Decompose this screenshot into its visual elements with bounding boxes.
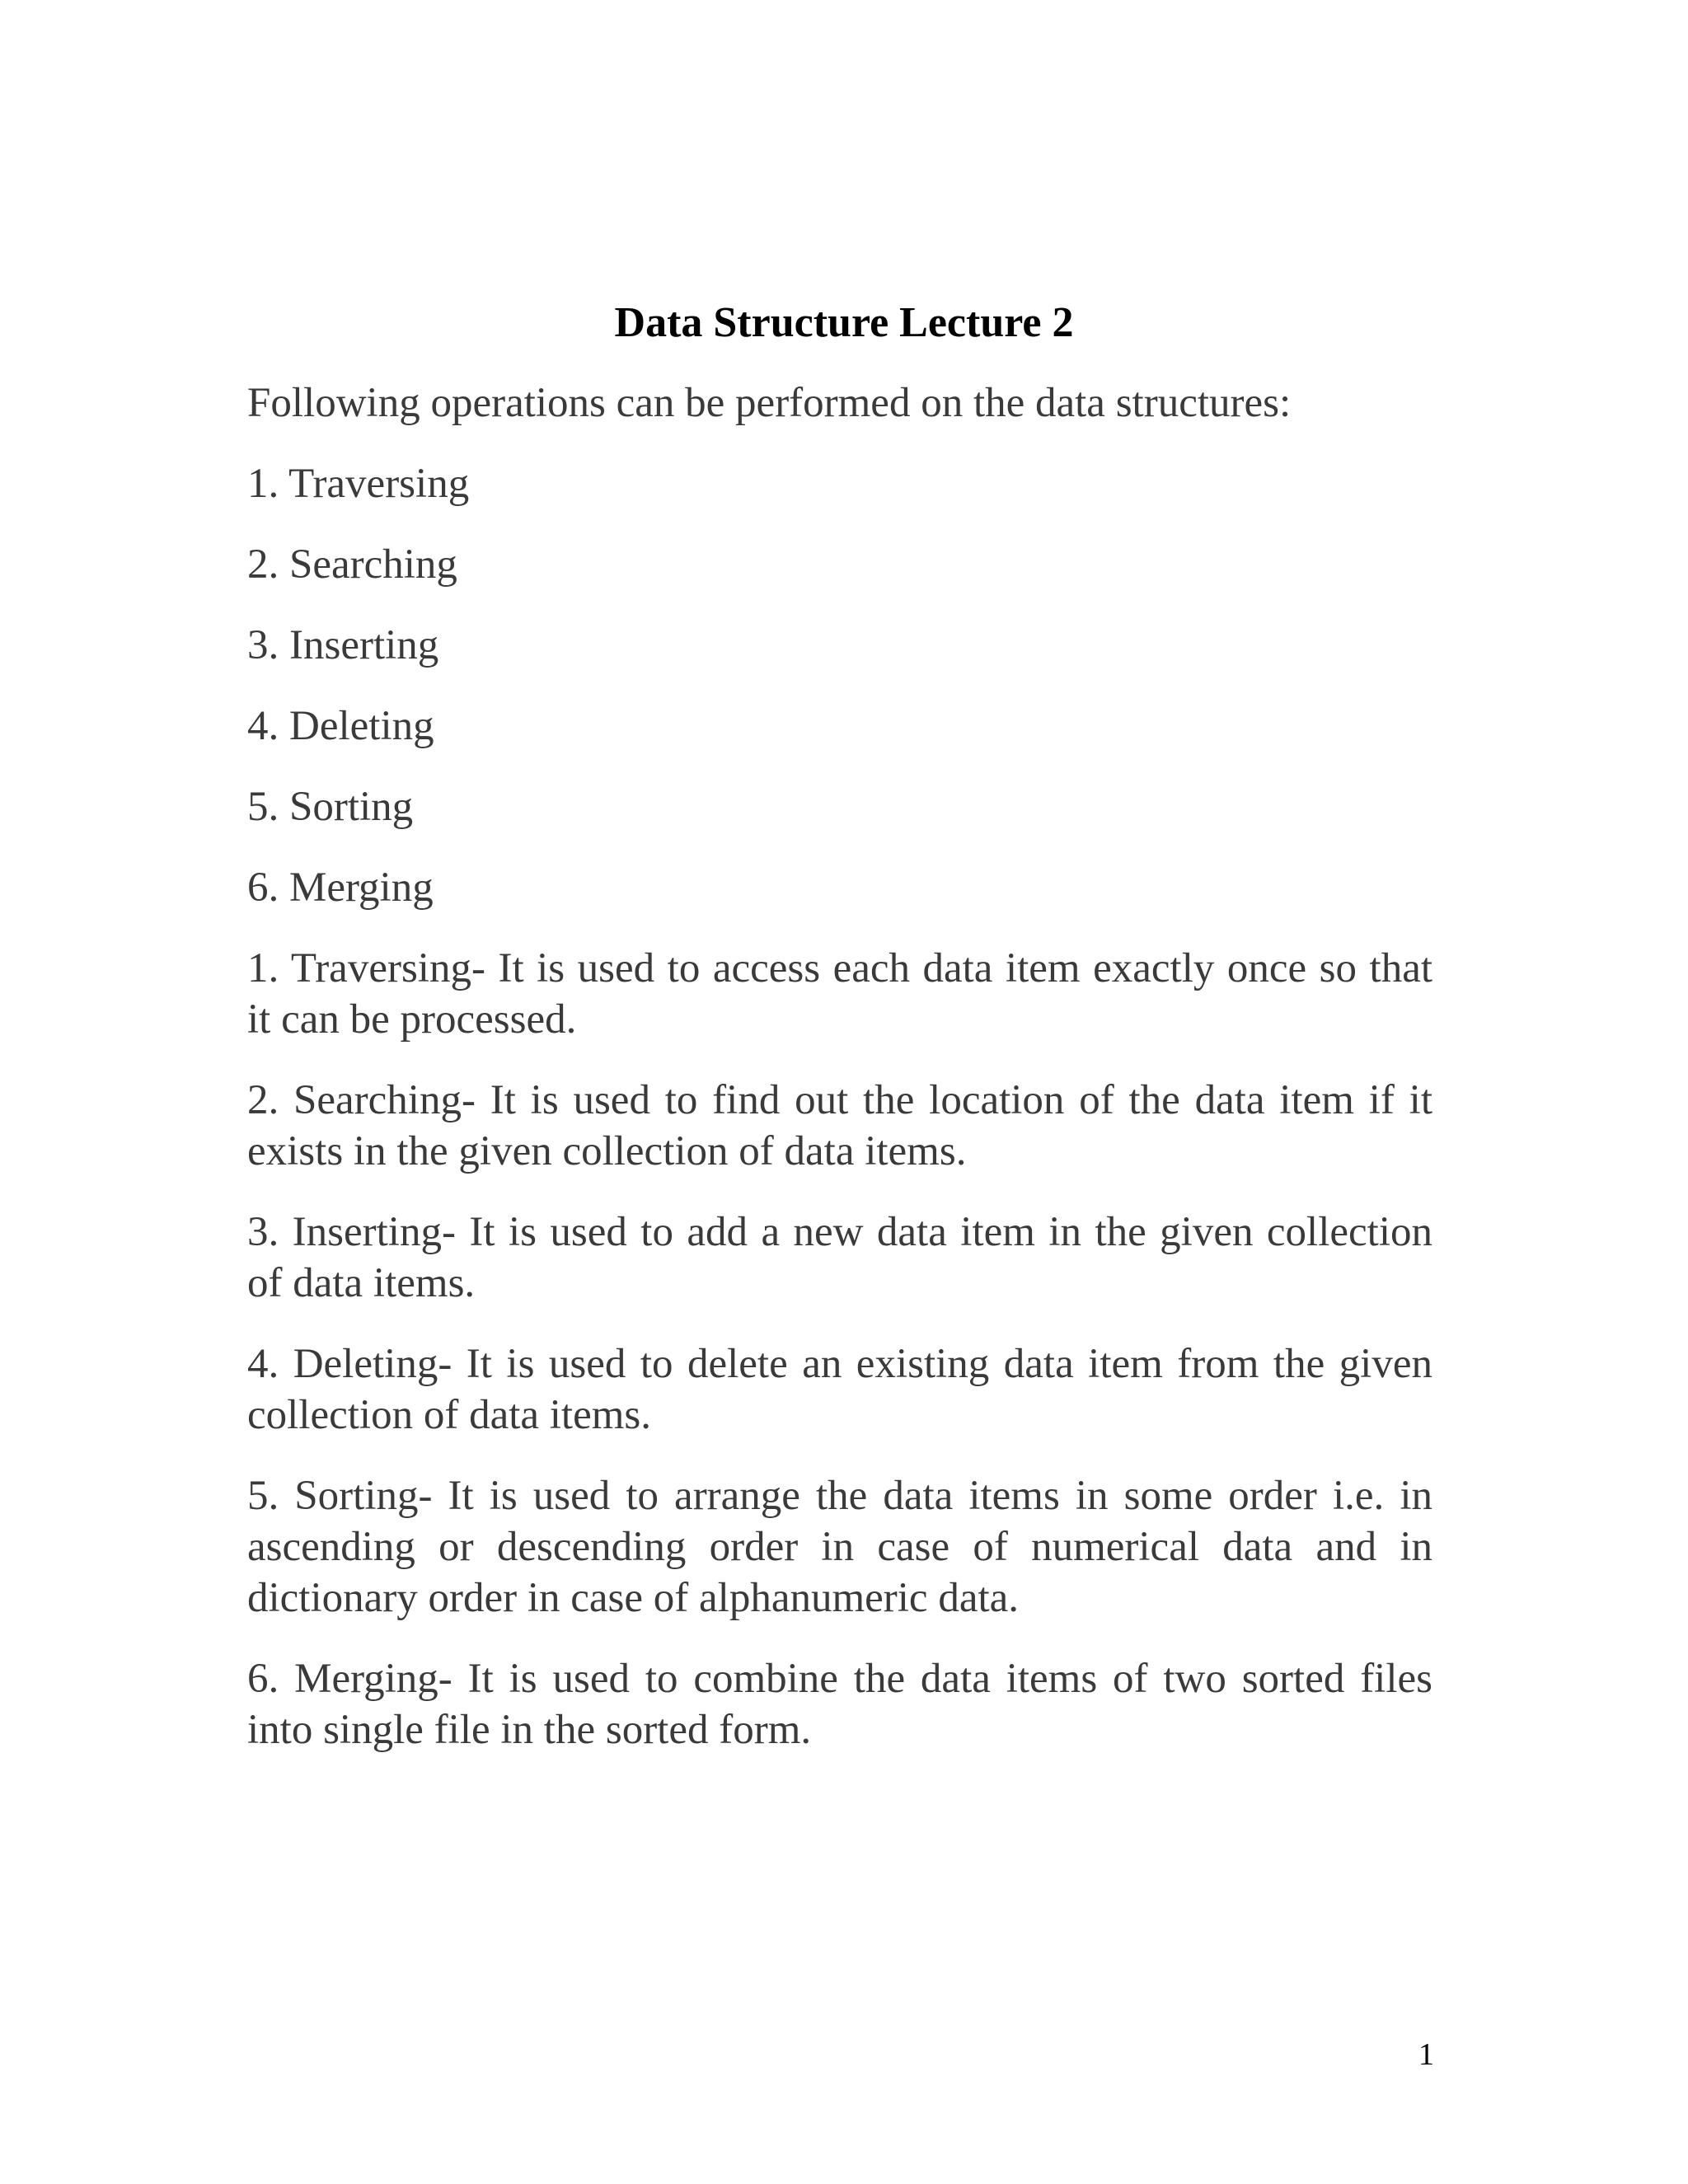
list-item: 4. Deleting xyxy=(247,703,434,749)
definition-paragraph: 6. Merging- It is used to combine the data items of two sorted files into single file in the sorted form. xyxy=(247,1656,1432,1753)
list-item: 5. Sorting xyxy=(247,784,414,830)
list-item: 2. Searching xyxy=(247,541,457,588)
operations-list xyxy=(247,458,1432,913)
list-item: 1. Traversing xyxy=(247,461,470,507)
document-body xyxy=(247,377,1432,1785)
list-item: 3. Inserting xyxy=(247,622,439,668)
definition-paragraph: 3. Inserting- It is used to add a new data item in the given collection of data items. xyxy=(247,1209,1432,1306)
definition-paragraph: 1. Traversing- It is used to access each data item exactly once so that it can be processed. xyxy=(247,945,1432,1043)
intro-paragraph: Following operations can be performed on the data structures: xyxy=(247,380,1292,426)
definition-paragraph: 2. Searching- It is used to find out the location of the data item if it exists in the given collection of data items. xyxy=(247,1077,1432,1174)
list-item: 6. Merging xyxy=(247,865,434,911)
page-title: Data Structure Lecture 2 xyxy=(614,299,1074,346)
definition-paragraph: 5. Sorting- It is used to arrange the data items in some order i.e. in ascending or descending order in case of numerical data and in dictionary order in case of alphanumeric data. xyxy=(247,1473,1432,1621)
definitions-section xyxy=(247,943,1432,1755)
page-number: 1 xyxy=(1418,2037,1434,2072)
definition-paragraph: 4. Deleting- It is used to delete an existing data item from the given collection of data items. xyxy=(247,1341,1432,1438)
